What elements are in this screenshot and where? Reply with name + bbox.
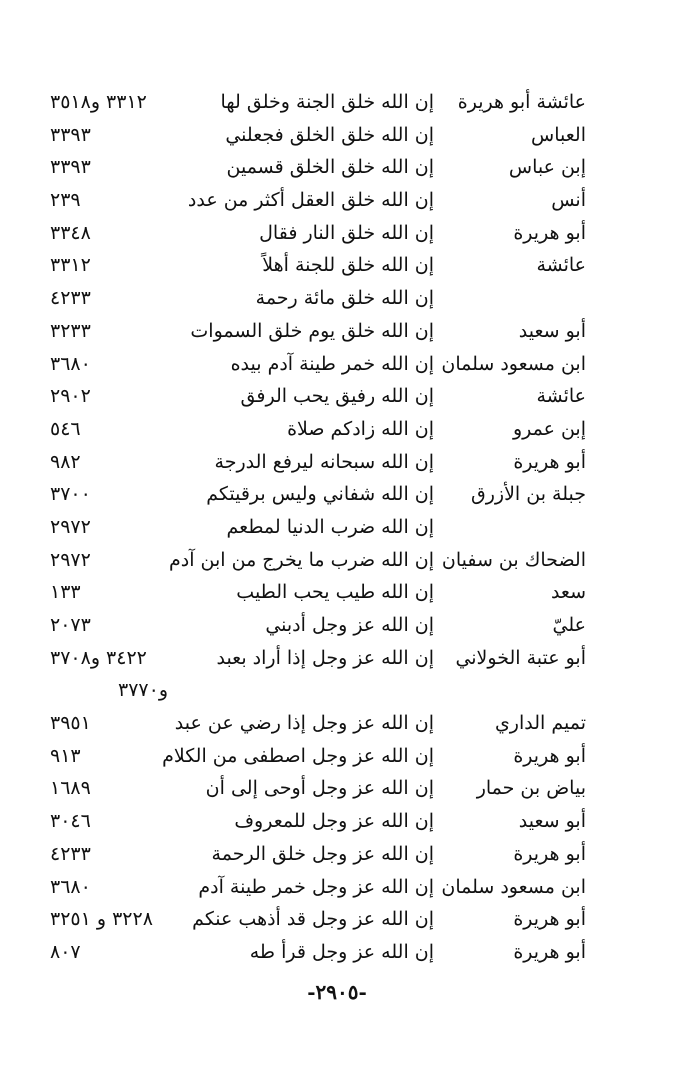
index-row xyxy=(0,478,674,511)
reference-number: ٣٣٩٣ xyxy=(50,123,91,146)
narrator-name: ابن مسعود سلمان xyxy=(441,875,586,898)
reference-number: ٣٣١٢ xyxy=(50,254,91,277)
index-row xyxy=(0,642,674,675)
hadith-text: إن الله عز وجل أدبني xyxy=(265,614,434,636)
narrator-name: عليّ xyxy=(552,614,586,636)
index-row xyxy=(0,413,674,446)
reference-number: ٤٢٣٣ xyxy=(50,842,91,865)
narrator-name: ابن مسعود سلمان xyxy=(441,352,586,375)
narrator-name: أبو سعيد xyxy=(518,810,586,833)
index-row xyxy=(0,86,674,119)
index-row xyxy=(0,544,674,577)
hadith-index-list xyxy=(0,86,674,969)
hadith-text: إن الله خلق الجنة وخلق لها xyxy=(220,91,434,113)
narrator-name: أبو هريرة xyxy=(513,842,586,865)
index-row xyxy=(0,446,674,479)
hadith-text: إن الله ضرب الدنيا لمطعم xyxy=(226,515,434,538)
narrator-name: أبو هريرة xyxy=(513,221,586,244)
reference-number: ٣٠٤٦ xyxy=(50,810,91,833)
hadith-text: إن الله عز وجل أوحى إلى أن xyxy=(205,777,434,800)
index-row xyxy=(0,119,674,152)
reference-number: ٣٢٢٨ و ٣٢٥١ xyxy=(50,908,153,931)
narrator-name: أبو هريرة xyxy=(513,908,586,931)
hadith-text: إن الله عز وجل خلق الرحمة xyxy=(211,842,434,865)
hadith-text: إن الله خلق يوم خلق السموات xyxy=(190,319,434,342)
narrator-name: عائشة أبو هريرة xyxy=(457,91,586,113)
reference-number: ٢٣٩ xyxy=(50,189,81,212)
index-row xyxy=(0,838,674,871)
narrator-name: عائشة xyxy=(536,254,586,277)
hadith-text: إن الله عز وجل إذا أراد بعبد xyxy=(216,646,434,669)
index-row xyxy=(0,936,674,969)
reference-number: ٣٦٨٠ xyxy=(50,352,91,375)
index-row xyxy=(0,249,674,282)
index-row xyxy=(0,609,674,642)
hadith-text: إن الله عز وجل للمعروف xyxy=(234,810,434,833)
hadith-text: إن الله خلق للجنة أهلاً xyxy=(262,254,434,277)
narrator-name: إبن عباس xyxy=(508,156,586,179)
narrator-name: الضحاك بن سفيان xyxy=(441,548,586,571)
hadith-text: إن الله عز وجل قد أذهب عنكم xyxy=(192,908,434,931)
hadith-text: إن الله شفاني وليس برقيتكم xyxy=(206,483,434,506)
index-row xyxy=(0,282,674,315)
reference-number: و٣٧٧٠ xyxy=(118,679,169,702)
narrator-name: أبو هريرة xyxy=(513,450,586,473)
index-row xyxy=(0,348,674,381)
reference-number: ٨٠٧ xyxy=(50,940,81,963)
reference-number: ٢٩٧٢ xyxy=(50,548,91,571)
reference-number: ٩١٣ xyxy=(50,744,81,767)
narrator-name: سعد xyxy=(550,581,586,604)
hadith-text: إن الله عز وجل قرأ طه xyxy=(249,940,434,963)
hadith-text: إن الله خلق الخلق فجعلني xyxy=(225,123,434,146)
hadith-text: إن الله خلق مائة رحمة xyxy=(255,287,434,310)
narrator-name: أبو عتبة الخولاني xyxy=(455,646,586,669)
index-row xyxy=(0,903,674,936)
index-row xyxy=(0,380,674,413)
reference-number: ٤٢٣٣ xyxy=(50,287,91,310)
index-row xyxy=(0,674,674,707)
index-row xyxy=(0,511,674,544)
index-row xyxy=(0,805,674,838)
index-row xyxy=(0,315,674,348)
reference-number: ٩٨٢ xyxy=(50,450,81,473)
reference-number: ٣٣٤٨ xyxy=(50,221,91,244)
hadith-text: إن الله خلق العقل أكثر من عدد xyxy=(187,189,434,212)
narrator-name: تميم الداري xyxy=(494,712,586,735)
reference-number: ٢٩٠٢ xyxy=(50,385,91,408)
narrator-name: أنس xyxy=(551,189,586,212)
reference-number: ٥٤٦ xyxy=(50,417,81,440)
index-row xyxy=(0,184,674,217)
hadith-text: إن الله ضرب ما يخرج من ابن آدم xyxy=(169,548,434,571)
reference-number: ٢٠٧٣ xyxy=(50,614,91,636)
reference-number: ٣٢٣٣ xyxy=(50,319,91,342)
index-row xyxy=(0,707,674,740)
narrator-name: إبن عمرو xyxy=(512,417,586,440)
index-row xyxy=(0,217,674,250)
reference-number: ١٣٣ xyxy=(50,581,81,604)
hadith-text: إن الله عز وجل إذا رضي عن عبد xyxy=(174,712,434,735)
index-row xyxy=(0,151,674,184)
reference-number: ١٦٨٩ xyxy=(50,777,91,800)
hadith-text: إن الله سبحانه ليرفع الدرجة xyxy=(214,450,434,473)
reference-number: ٢٩٧٢ xyxy=(50,515,91,538)
narrator-name: العباس xyxy=(531,123,586,146)
narrator-name: بياض بن حمار xyxy=(476,777,586,800)
reference-number: ٣٣١٢ و٣٥١٨ xyxy=(50,91,147,113)
index-row xyxy=(0,772,674,805)
hadith-text: إن الله خمر طينة آدم بيده xyxy=(230,352,434,375)
index-row xyxy=(0,871,674,904)
reference-number: ٣٦٨٠ xyxy=(50,875,91,898)
reference-number: ٣٤٢٢ و٣٧٠٨ xyxy=(50,646,147,669)
reference-number: ٣٩٥١ xyxy=(50,712,91,735)
hadith-text: إن الله رفيق يحب الرفق xyxy=(240,385,434,408)
hadith-text: إن الله عز وجل خمر طينة آدم xyxy=(198,875,434,898)
reference-number: ٣٧٠٠ xyxy=(50,483,91,506)
hadith-text: إن الله خلق الخلق قسمين xyxy=(226,156,434,179)
narrator-name: أبو هريرة xyxy=(513,744,586,767)
hadith-text: إن الله خلق النار فقال xyxy=(259,221,434,244)
narrator-name: أبو هريرة xyxy=(513,940,586,963)
page-number: -٢٩٠٥- xyxy=(307,980,367,1004)
index-row xyxy=(0,740,674,773)
narrator-name: عائشة xyxy=(536,385,586,408)
narrator-name: أبو سعيد xyxy=(518,319,586,342)
narrator-name: جبلة بن الأزرق xyxy=(471,483,586,506)
reference-number: ٣٣٩٣ xyxy=(50,156,91,179)
hadith-text: إن الله عز وجل اصطفى من الكلام xyxy=(162,744,434,767)
hadith-text: إن الله زادكم صلاة xyxy=(287,417,434,440)
index-row xyxy=(0,576,674,609)
hadith-text: إن الله طيب يحب الطيب xyxy=(236,581,434,604)
